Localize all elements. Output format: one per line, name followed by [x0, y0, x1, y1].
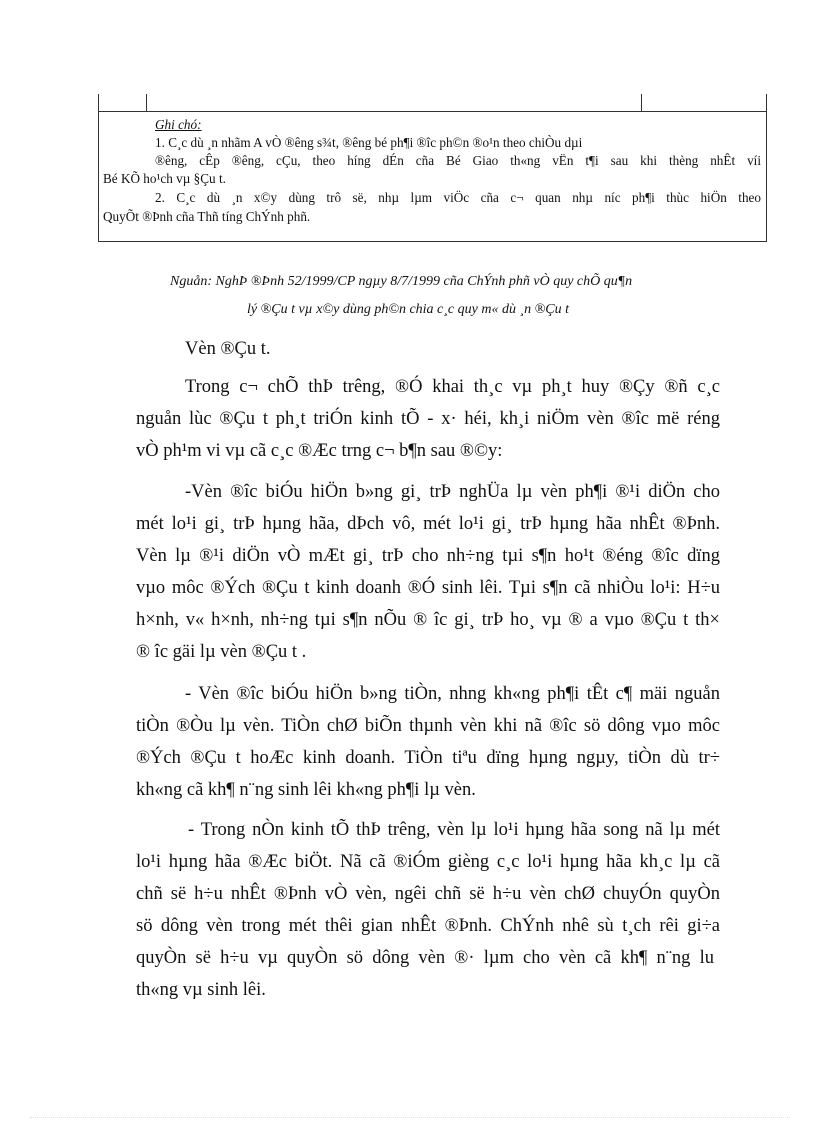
note-line: ®êng, cÊp ®êng, cÇu, theo híng dÉn cña Bé Giao th«ng vËn t¶i sau khi thèng nhÊt víi [155, 153, 761, 168]
paragraph-line: - Trong nÒn kinh tÕ thÞ trêng, vèn lµ lo¹i hµng hãa song nã lµ mét [188, 820, 720, 840]
paragraph-line: mét lo¹i gi¸ trÞ hµng hãa, dÞch vô, mét lo¹i gi¸ trÞ hµng hãa nhÊt ®Þnh. [136, 514, 720, 534]
paragraph-line: -Vèn ®îc biÓu hiÖn b»ng gi¸ trÞ nghÜa lµ vèn ph¶i ®¹i diÖn cho [185, 482, 720, 502]
note-box [98, 111, 767, 242]
note-line: 2. C¸c dù ¸n x©y dùng trô së, nhµ lµm viÖc cña c¬ quan nhµ níc ph¶i thùc hiÖn theo [155, 190, 761, 205]
paragraph-line: sö dông vèn trong mét thêi gian nhÊt ®Þnh. ChÝnh nhê sù t¸ch rêi gi÷a [136, 916, 720, 936]
table-column-divider [146, 94, 147, 112]
paragraph-line: - Vèn ®îc biÓu hiÖn b»ng tiÒn, nhng kh«ng ph¶i tÊt c¶ mäi nguån [185, 684, 720, 704]
table-fragment [98, 94, 767, 112]
paragraph-line: chñ së h÷u nhÊt ®Þnh vÒ vèn, ngêi chñ së h÷u vèn chØ chuyÓn quyÒn [136, 884, 720, 904]
table-column-divider [641, 94, 642, 112]
table-border-right [766, 94, 767, 112]
paragraph-line: vµo môc ®Ých ®Çu t kinh doanh ®Ó sinh lêi. Tµi s¶n cã nhiÒu lo¹i: H÷u [136, 578, 720, 598]
paragraph-line: ® îc gäi lµ vèn ®Çu t . [136, 642, 307, 662]
page-bottom-divider [30, 1117, 790, 1118]
source-citation-line-2: lý ®Çu t vµ x©y dùng ph©n chia c¸c quy m« dù ¸n ®Çu t [247, 302, 569, 317]
note-line: 1. C¸c dù ¸n nhãm A vÒ ®êng s¾t, ®êng bé ph¶i ®îc ph©n ®o¹n theo chiÒu dµi [155, 135, 583, 150]
table-border-left [98, 94, 99, 112]
paragraph-line: kh«ng cã kh¶ n¨ng sinh lêi kh«ng ph¶i lµ vèn. [136, 780, 476, 800]
section-heading: Vèn ®Çu t. [185, 339, 271, 359]
paragraph-line: lo¹i hµng hãa ®Æc biÖt. Nã cã ®iÓm gièng c¸c lo¹i hµng hãa kh¸c lµ cã [136, 852, 720, 872]
paragraph-line: Trong c¬ chÕ thÞ trêng, ®Ó khai th¸c vµ ph¸t huy ®Çy ®ñ c¸c [185, 377, 720, 397]
note-line: Bé KÕ ho¹ch vµ §Çu t. [103, 171, 226, 186]
note-title: Ghi chó: [155, 117, 202, 132]
note-line: QuyÕt ®Þnh cña Thñ tíng ChÝnh phñ. [103, 209, 311, 224]
paragraph-line: tiÒn ®Òu lµ vèn. TiÒn chØ biÕn thµnh vèn khi nã ®îc sö dông vµo môc [136, 716, 720, 736]
paragraph-line: h×nh, v« h×nh, nh÷ng tµi s¶n nÕu ® îc gi¸ trÞ ho¸ vµ ® a vµo ®Çu t th× [136, 610, 720, 630]
paragraph-line: quyÒn së h÷u vµ quyÒn sö dông vèn ®· lµm cho vèn cã kh¶ n¨ng lu [136, 948, 714, 968]
paragraph-line: ®Ých ®Çu t hoÆc kinh doanh. TiÒn tiªu dïng hµng ngµy, tiÒn dù tr÷ [136, 748, 720, 768]
paragraph-line: vÒ ph¹m vi vµ cã c¸c ®Æc trng c¬ b¶n sau ®©y: [136, 441, 503, 461]
source-citation-line-1: Nguån: NghÞ ®Þnh 52/1999/CP ngµy 8/7/1999 cña ChÝnh phñ vÒ quy chÕ qu¶n [170, 274, 633, 289]
paragraph-line: nguån lùc ®Çu t ph¸t triÓn kinh tÕ - x· héi, kh¸i niÖm vèn ®îc më réng [136, 409, 720, 429]
paragraph-line: Vèn lµ ®¹i diÖn vÒ mÆt gi¸ trÞ cho nh÷ng tµi s¶n ho¹t ®éng ®îc dïng [136, 546, 720, 566]
paragraph-line: th«ng vµ sinh lêi. [136, 980, 266, 1000]
